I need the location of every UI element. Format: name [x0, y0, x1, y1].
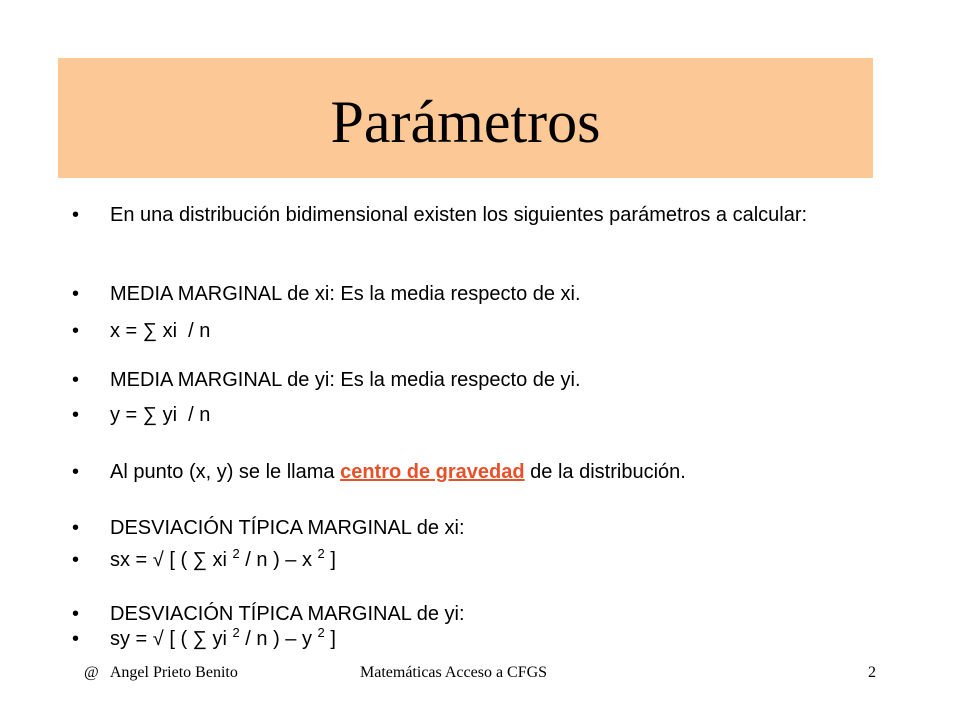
sy-exp-2: 2 — [317, 625, 325, 640]
bullet-dot: • — [72, 628, 80, 650]
bullet-text — [110, 461, 860, 483]
centro-post: de la distribución. — [524, 461, 686, 483]
bullet-text: x = ∑ xi / n — [110, 320, 211, 342]
sx-part-b: / n ) – x — [239, 549, 318, 571]
footer-page-number: 2 — [868, 664, 876, 681]
bullet-dot: • — [72, 404, 80, 426]
bullet-text: y = ∑ yi / n — [110, 404, 211, 426]
sx-part-c: ] — [324, 549, 336, 571]
footer-author: @ Angel Prieto Benito — [84, 664, 238, 681]
bullet-dot: • — [72, 320, 80, 342]
centro-gravedad-link[interactable]: centro de gravedad — [340, 461, 525, 483]
sx-exp-1: 2 — [232, 546, 240, 561]
bullet-dot: • — [72, 204, 80, 226]
bullet-text — [110, 546, 860, 571]
sy-part-b: / n ) – y — [239, 628, 318, 650]
centro-pre: Al punto (x, y) se le llama — [110, 461, 341, 483]
title-banner — [58, 58, 873, 178]
bullet-text: En una distribución bidimensional existen los siguientes parámetros a calcular: — [110, 204, 808, 226]
slide-title: Parámetros — [330, 89, 601, 155]
bullet-text: MEDIA MARGINAL de xi: Es la media respecto de xi. — [110, 283, 581, 305]
sy-exp-1: 2 — [232, 625, 240, 640]
bullet-dot: • — [72, 461, 80, 483]
sy-part-c: ] — [324, 628, 336, 650]
bullet-text: DESVIACIÓN TÍPICA MARGINAL de yi: — [110, 603, 465, 625]
bullet-text — [110, 625, 860, 650]
bullet-dot: • — [72, 549, 80, 571]
footer-course: Matemáticas Acceso a CFGS — [360, 664, 548, 681]
bullet-text: DESVIACIÓN TÍPICA MARGINAL de xi: — [110, 517, 465, 539]
bullet-dot: • — [72, 603, 80, 625]
bullet-dot: • — [72, 283, 80, 305]
sx-part-a: sx = √ [ ( ∑ xi — [110, 549, 233, 571]
bullet-dot: • — [72, 517, 80, 539]
bullet-text: MEDIA MARGINAL de yi: Es la media respecto de yi. — [110, 369, 581, 391]
sy-part-a: sy = √ [ ( ∑ yi — [110, 628, 233, 650]
sx-exp-2: 2 — [317, 546, 325, 561]
bullet-dot: • — [72, 369, 80, 391]
